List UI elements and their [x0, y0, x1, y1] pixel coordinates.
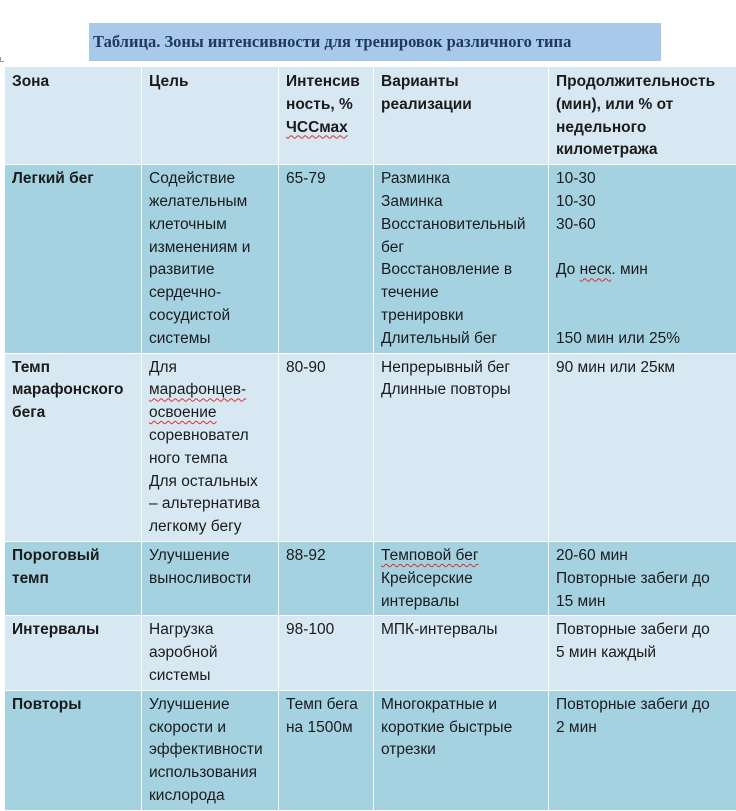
cell-variants: Темповой бег Крейсерские интервалы: [374, 541, 549, 615]
cell-zone: Пороговый темп: [5, 541, 142, 615]
cell-variants: Непрерывный бег Длинные повторы: [374, 353, 549, 541]
table-row: [5, 353, 736, 541]
cell-intensity: 98-100: [279, 616, 374, 690]
table-caption-bar: [89, 23, 661, 61]
cell-goal: Улучшение выносливости: [142, 541, 279, 615]
cell-duration: 20-60 мин Повторные забеги до 15 мин: [549, 541, 736, 615]
header-variants: Варианты реализации: [374, 67, 549, 165]
cell-zone: Легкий бег: [5, 165, 142, 353]
header-goal: Цель: [142, 67, 279, 165]
cell-duration: 90 мин или 25км: [549, 353, 736, 541]
spellcheck-underline: Темповой бег: [381, 547, 479, 564]
table-header-row: [5, 67, 736, 165]
cell-intensity: 80-90: [279, 353, 374, 541]
table-row: [5, 616, 736, 690]
header-duration: Продолжительность (мин), или % от недельного километража: [549, 67, 736, 165]
table-caption: Таблица. Зоны интенсивности для тренировок различного типа: [93, 32, 571, 52]
cell-variants: МПК-интервалы: [374, 616, 549, 690]
cell-intensity: Темп бега на 1500м: [279, 690, 374, 810]
page-margin-marker: [0, 57, 4, 62]
cell-duration: Повторные забеги до 5 мин каждый: [549, 616, 736, 690]
spellcheck-underline: освоение: [149, 404, 217, 421]
cell-zone: Интервалы: [5, 616, 142, 690]
cell-variants: Многократные и короткие быстрые отрезки: [374, 690, 549, 810]
cell-zone: Повторы: [5, 690, 142, 810]
cell-goal: Нагрузка аэробной системы: [142, 616, 279, 690]
header-intensity: Интенсив ность, % ЧССмах: [279, 67, 374, 165]
cell-variants: Разминка Заминка Восстановительный бег Восстановление в течение тренировки Длительный бег: [374, 165, 549, 353]
table-row: [5, 165, 736, 353]
cell-duration: Повторные забеги до 2 мин: [549, 690, 736, 810]
cell-duration: 10-30 10-30 30-60 До неск. мин 150 мин или 25%: [549, 165, 736, 353]
intensity-zones-table: [4, 66, 736, 811]
cell-zone: Темп марафонского бега: [5, 353, 142, 541]
cell-intensity: 88-92: [279, 541, 374, 615]
cell-intensity: 65-79: [279, 165, 374, 353]
spellcheck-underline: ЧССмах: [286, 119, 348, 136]
table-row: [5, 541, 736, 615]
cell-goal: Содействие желательным клеточным изменениям и развитие сердечно- сосудистой системы: [142, 165, 279, 353]
cell-goal: Для марафонцев- освоение соревновател ного темпа Для остальных – альтернатива легкому бегу: [142, 353, 279, 541]
cell-goal: Улучшение скорости и эффективности использования кислорода: [142, 690, 279, 810]
spellcheck-underline: неск: [580, 261, 612, 278]
spellcheck-underline: марафонцев-: [149, 381, 246, 398]
header-zone: Зона: [5, 67, 142, 165]
table-row: [5, 690, 736, 810]
